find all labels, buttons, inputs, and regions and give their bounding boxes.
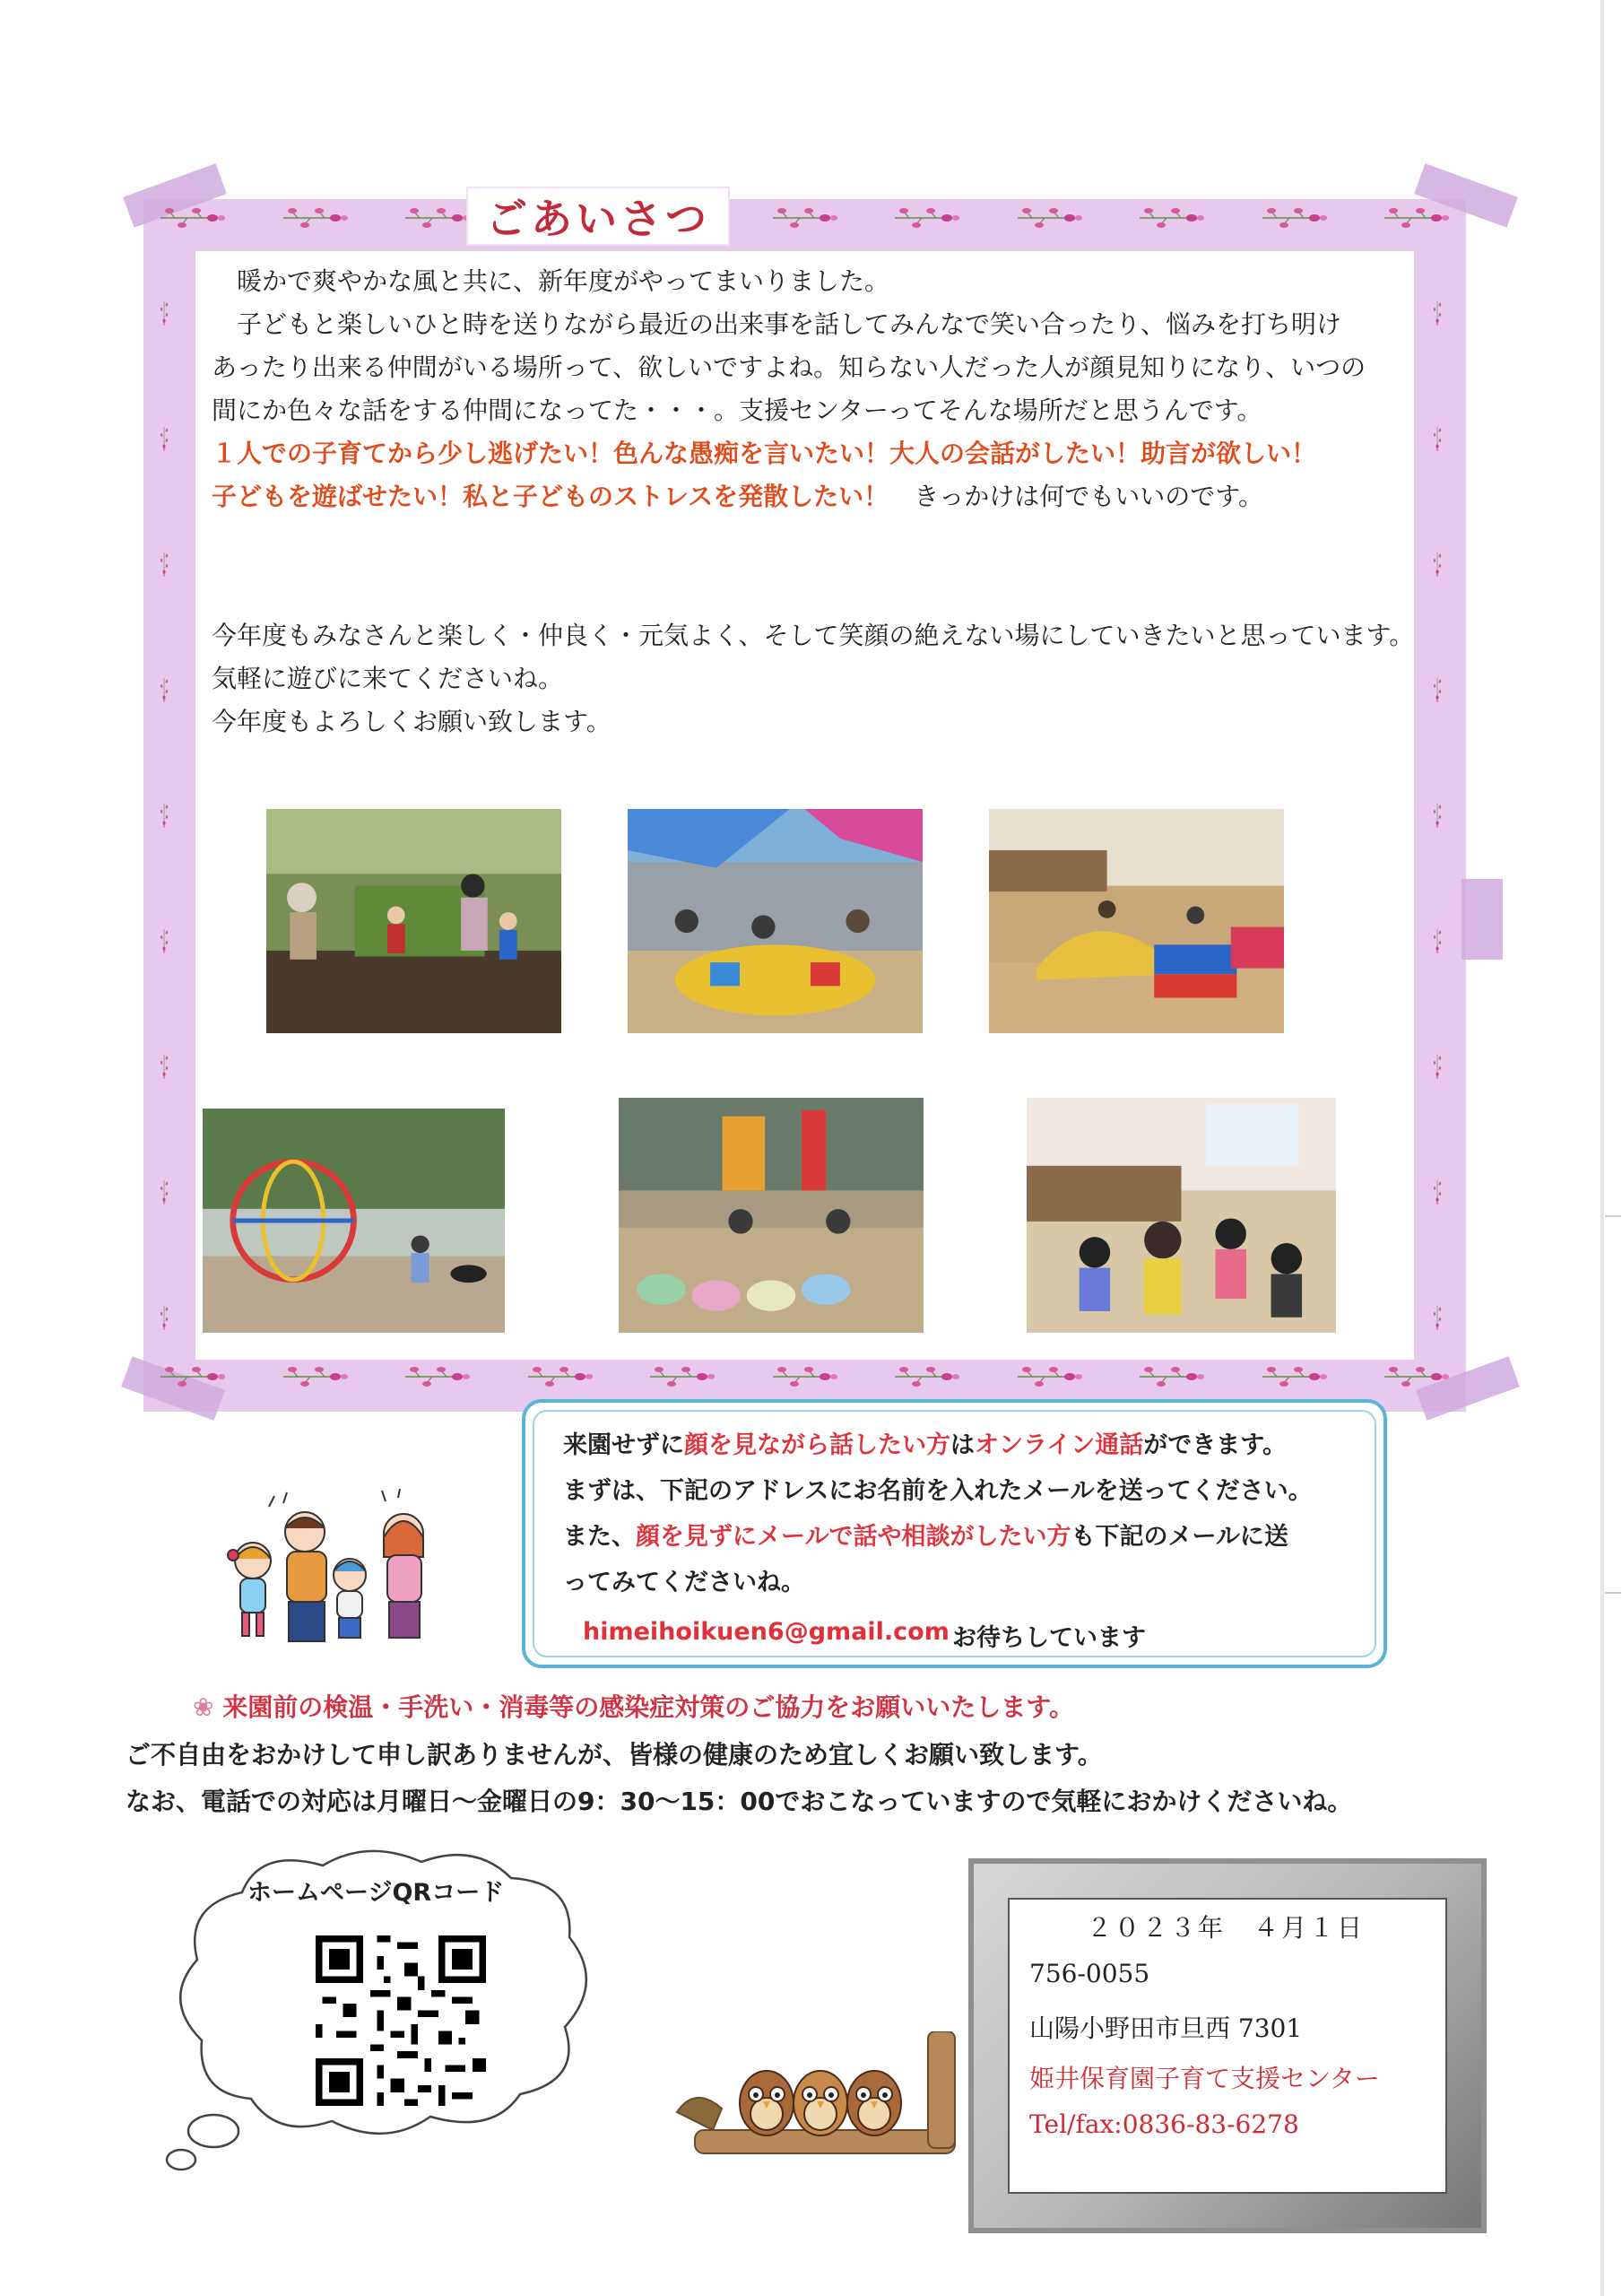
family-illustration: [215, 1489, 448, 1659]
flower-sprig-icon: [1381, 1363, 1453, 1390]
flower-sprig-icon: [1424, 520, 1451, 592]
scan-edge: [1600, 0, 1604, 2296]
flower-sprig-icon: [1424, 646, 1451, 718]
online-text-part: は: [950, 1431, 975, 1459]
contact-address: 山陽小野田市旦西 7301: [1029, 2013, 1303, 2043]
online-line: [563, 1422, 1370, 1468]
greeting-line: 今年度もよろしくお願い致します。: [212, 707, 612, 736]
online-consultation-box: [522, 1399, 1387, 1668]
flower-sprig-icon: [1424, 1274, 1451, 1345]
email-link[interactable]: himeihoikuen6@gmail.com: [583, 1618, 950, 1646]
contact-phone[interactable]: Tel/fax:0836-83-6278: [1029, 2109, 1299, 2139]
contact-date: ２０２３年 ４月１日: [1087, 1913, 1366, 1943]
flower-sprig-icon: [646, 1363, 718, 1390]
flower-sprig-icon: [151, 646, 178, 718]
qr-code-icon[interactable]: [316, 1935, 486, 2106]
flower-sprig-icon: [151, 1274, 178, 1345]
photo-sandbox-play: [628, 809, 923, 1033]
owl-trio-illustration: [659, 2031, 964, 2175]
photo-circle-time: [1027, 1098, 1336, 1333]
greeting-highlight-line-2: [212, 475, 1422, 518]
online-line: まずは、下記のアドレスにお名前を入れたメールを送ってください。: [563, 1477, 1313, 1505]
online-line: [563, 1514, 1370, 1560]
online-text: [563, 1422, 1370, 1605]
contact-organization: 姫井保育園子育て支援センター: [1029, 2064, 1380, 2093]
flower-sprig-icon: [1014, 1363, 1086, 1390]
flower-sprig-icon: [280, 1363, 351, 1390]
greeting-highlight-line: １人での子育てから少し逃げたい！色んな愚痴を言いたい！大人の会話がしたい！助言が欲しい！: [212, 439, 1317, 468]
online-highlight: 顔を見ずにメールで話や相談がしたい方: [636, 1523, 1071, 1551]
online-highlight: 顔を見ながら話したい方: [684, 1431, 950, 1459]
greeting-paragraph-2: [212, 614, 1422, 744]
online-line: ってみてくださいね。: [563, 1569, 805, 1596]
greeting-line: 気軽に遊びに来てくださいね。: [212, 664, 564, 693]
notice-apology: ご不自由をおかけして申し訳ありませんが、皆様の健康のため宜しくお願い致します。: [126, 1740, 1103, 1770]
greeting-line: 子どもと楽しいひと時を送りながら最近の出来事を話してみんなで笑い合ったり、悩みを打ち明け: [237, 309, 1342, 339]
flower-sprig-icon: [1424, 269, 1451, 341]
online-text-part: また、: [563, 1523, 636, 1551]
contact-zip: 756-0055: [1029, 1959, 1150, 1988]
greeting-highlight-tail: きっかけは何でもいいのです。: [914, 482, 1263, 511]
flower-sprig-icon: [1381, 204, 1453, 231]
online-text-part: も下記のメールに送: [1071, 1523, 1288, 1551]
masking-tape: [1462, 879, 1503, 960]
greeting-line: 間にか色々な話をする仲間になってた・・・。支援センターってそんな場所だと思うんです。: [212, 396, 1262, 425]
sakura-icon: ❀: [193, 1692, 214, 1722]
flower-sprig-icon: [280, 204, 351, 231]
flower-sprig-icon: [151, 520, 178, 592]
flower-sprig-icon: [151, 395, 178, 466]
notice-red-text: 来園前の検温・手洗い・消毒等の感染症対策のご協力をお願いいたします。: [222, 1692, 1074, 1722]
flower-sprig-icon: [151, 269, 178, 341]
flower-border-top: [157, 204, 1453, 231]
flower-sprig-icon: [157, 1363, 229, 1390]
flower-sprig-icon: [1014, 204, 1086, 231]
flower-sprig-icon: [1424, 897, 1451, 969]
flower-sprig-icon: [402, 204, 473, 231]
flower-border-bottom: [157, 1363, 1453, 1390]
flower-sprig-icon: [1424, 771, 1451, 843]
flower-sprig-icon: [525, 1363, 596, 1390]
photo-garden-harvest: [266, 809, 561, 1033]
greeting-paragraph-1: [212, 260, 1422, 518]
waiting-text: お待ちしています: [952, 1624, 1146, 1652]
photo-indoor-playroom: [989, 809, 1284, 1033]
flower-sprig-icon: [769, 204, 841, 231]
flower-sprig-icon: [402, 1363, 473, 1390]
flower-sprig-icon: [151, 1148, 178, 1220]
flower-sprig-icon: [1424, 395, 1451, 466]
online-highlight: オンライン通話: [975, 1431, 1144, 1459]
notice-infection-control: [193, 1688, 1074, 1724]
notice-phone-hours: なお、電話での対応は月曜日～金曜日の9：30～15：00でおこなっていますので気軽におかけくださいね。: [126, 1787, 1353, 1816]
greeting-line: あったり出来る仲間がいる場所って、欲しいですよね。知らない人だった人が顔見知りになり、いつの: [212, 352, 1366, 382]
greeting-title-plate: [466, 187, 730, 246]
flower-sprig-icon: [151, 1022, 178, 1094]
flower-sprig-icon: [769, 1363, 841, 1390]
qr-title: ホームページQRコード: [247, 1879, 505, 1907]
flower-sprig-icon: [1424, 1022, 1451, 1094]
greeting-highlight-text: 子どもを遊ばせたい！私と子どものストレスを発散したい！: [212, 482, 889, 511]
flower-border-right: [1424, 269, 1451, 1345]
greeting-title: ごあいさつ: [486, 195, 710, 243]
flower-sprig-icon: [1259, 1363, 1331, 1390]
flower-sprig-icon: [1136, 1363, 1208, 1390]
flower-border-left: [151, 269, 178, 1345]
flower-sprig-icon: [891, 204, 963, 231]
online-text-part: 来園せずに: [563, 1431, 684, 1459]
flower-sprig-icon: [151, 897, 178, 969]
photo-globe-jungle-gym: [203, 1109, 505, 1333]
flower-sprig-icon: [157, 204, 229, 231]
flower-sprig-icon: [891, 1363, 963, 1390]
flower-sprig-icon: [1259, 204, 1331, 231]
scan-mark: [1605, 1592, 1621, 1594]
scan-mark: [1605, 1215, 1621, 1217]
online-text-part: ができます。: [1143, 1431, 1288, 1459]
greeting-line: 今年度もみなさんと楽しく・仲良く・元気よく、そして笑顔の絶えない場にしていきたいと思っています。: [212, 621, 1415, 650]
flower-sprig-icon: [151, 771, 178, 843]
flower-sprig-icon: [1136, 204, 1208, 231]
photo-outdoor-tires: [619, 1098, 924, 1333]
greeting-line: 暖かで爽やかな風と共に、新年度がやってまいりました。: [237, 266, 890, 296]
flower-sprig-icon: [1424, 1148, 1451, 1220]
